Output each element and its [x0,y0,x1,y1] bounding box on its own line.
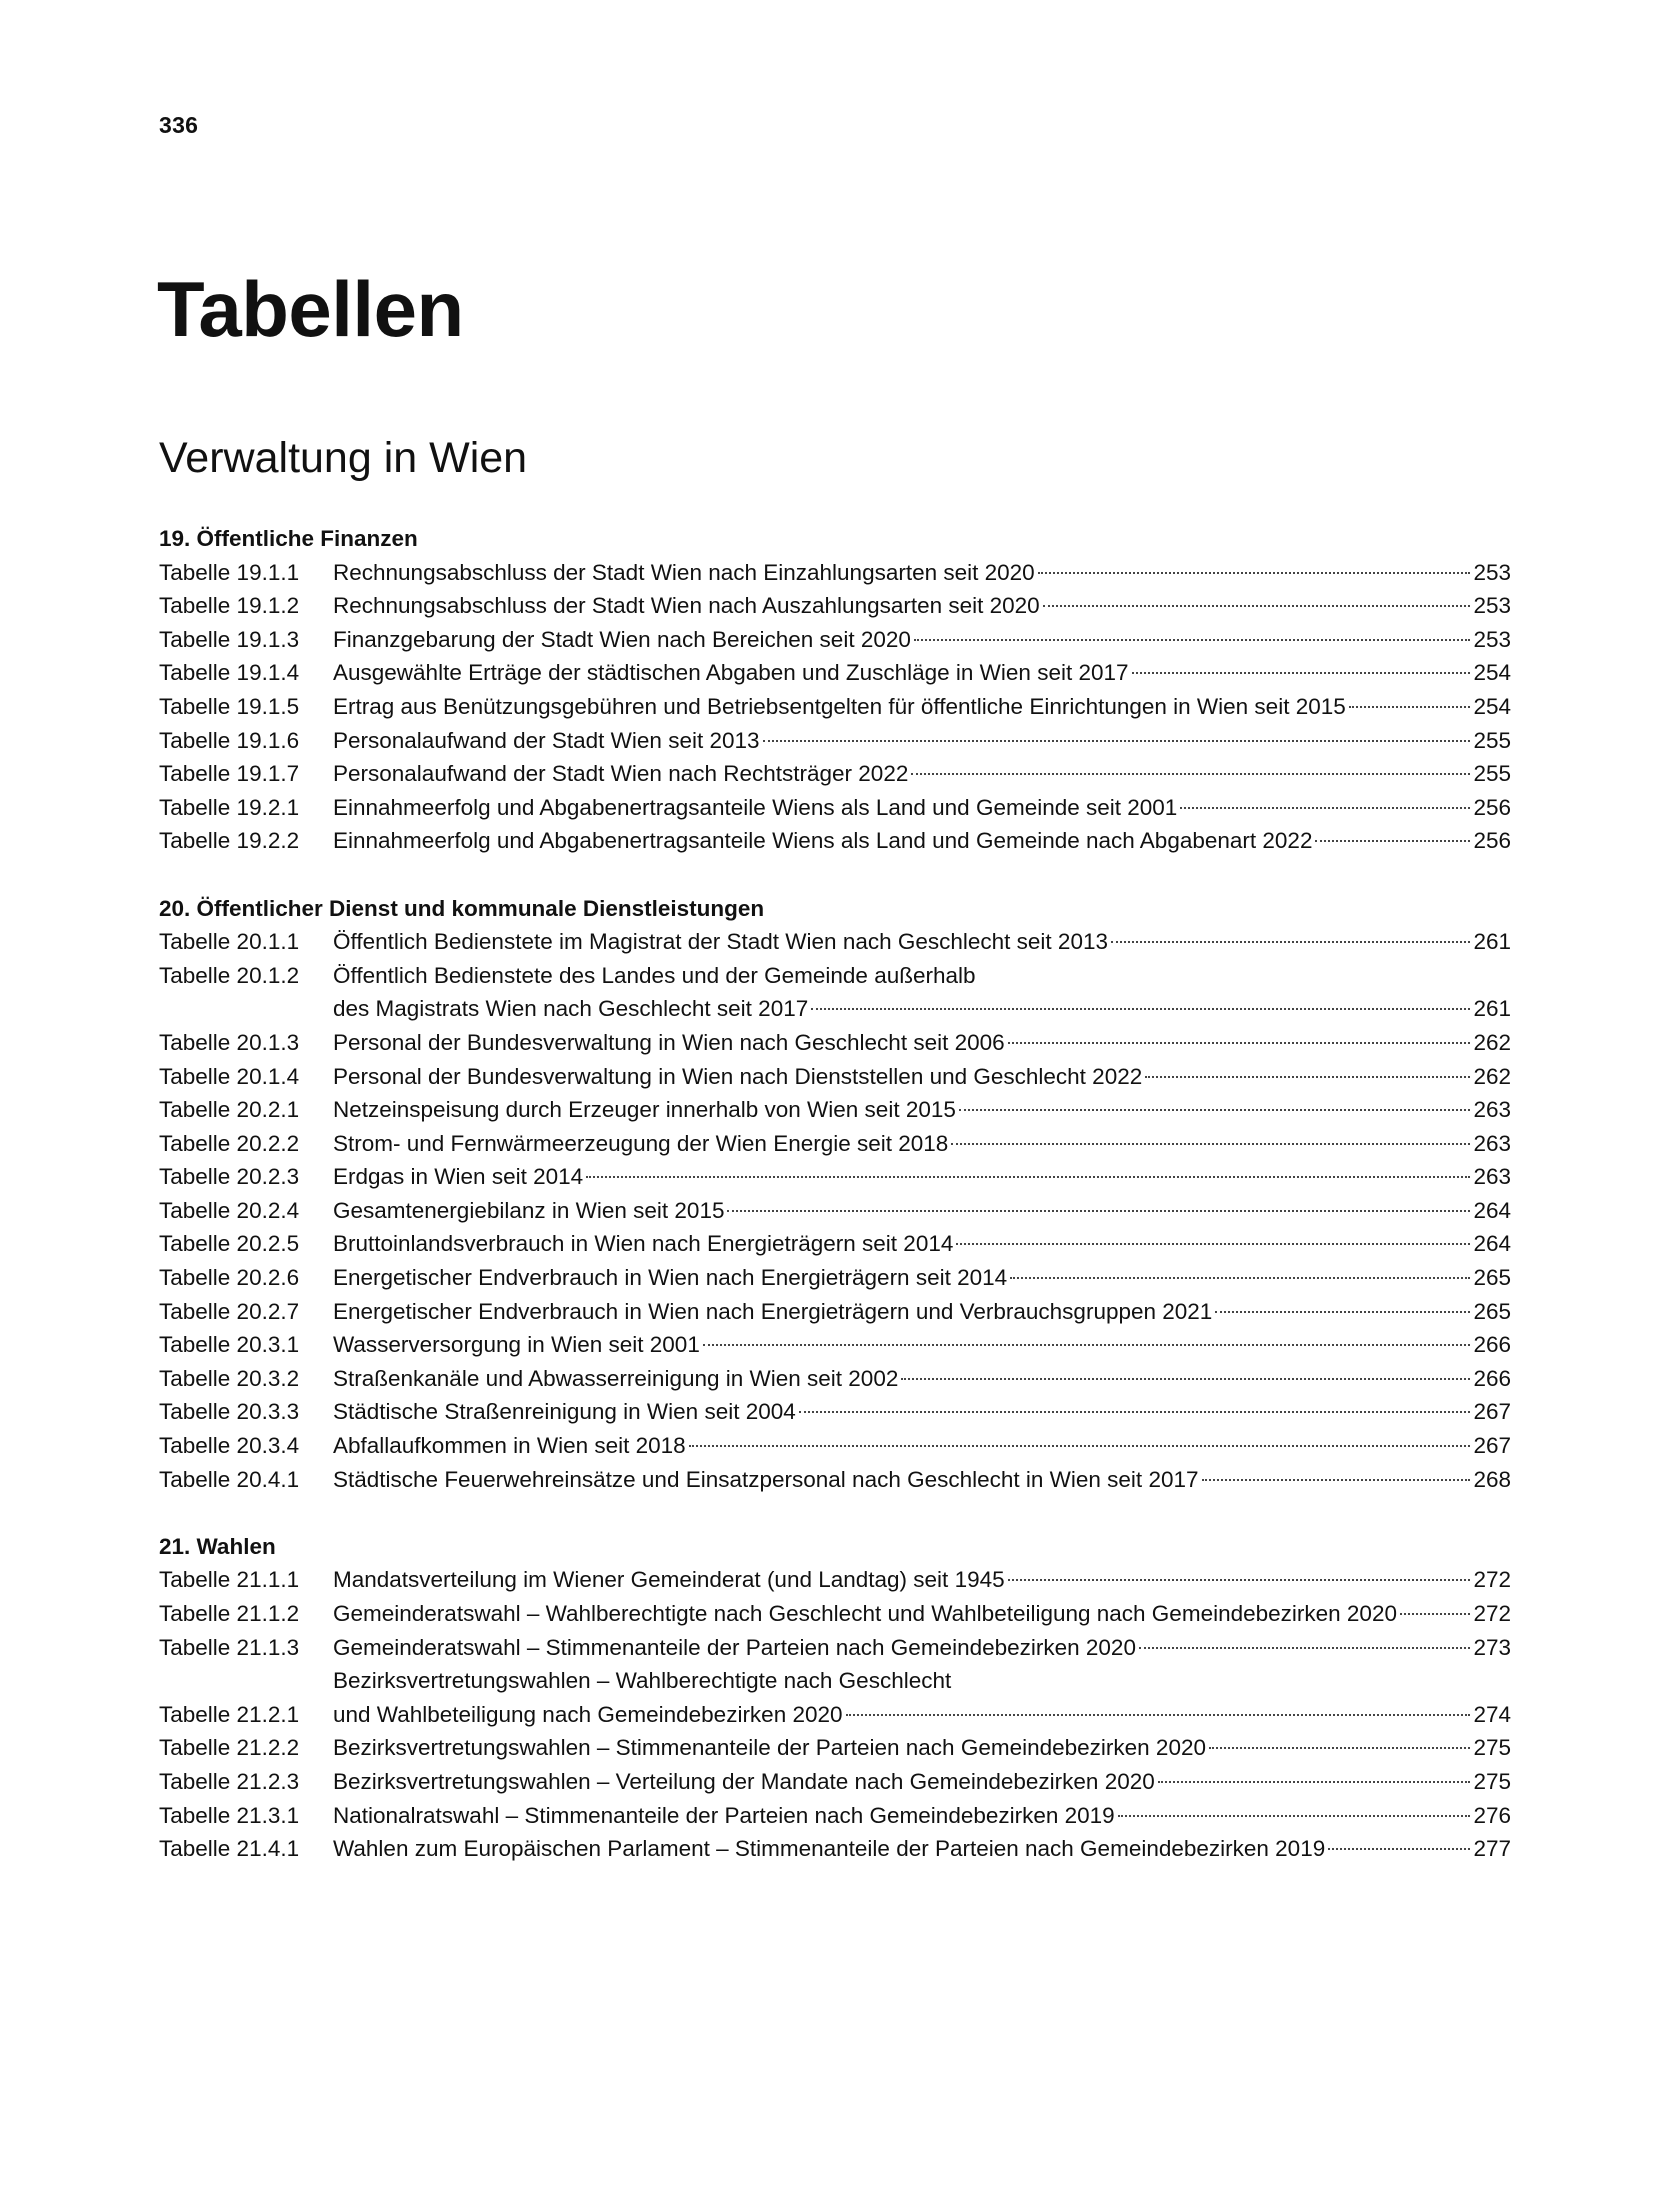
entry-page-number: 261 [1473,996,1511,1022]
section-heading: 21. Wahlen [159,1533,276,1559]
entry-title: Wasserversorgung in Wien seit 2001 [333,1332,700,1358]
entry-label: Tabelle 20.2.6 [159,1265,300,1291]
entry-page-number: 263 [1473,1164,1511,1190]
entry-title-line [333,1698,1511,1732]
entry-title: Städtische Feuerwehreinsätze und Einsatzpersonal nach Geschlecht in Wien seit 2017 [333,1466,1199,1492]
entry-title-line [333,1362,1511,1396]
dot-leader [1145,1076,1470,1078]
dot-leader [1038,572,1471,574]
toc-entry[interactable] [159,1295,1511,1329]
entry-label: Tabelle 20.3.2 [159,1365,300,1391]
entry-title-line [333,1093,1511,1127]
entry-page-number: 275 [1473,1768,1511,1794]
entry-title: Personalaufwand der Stadt Wien seit 2013 [333,727,760,753]
entry-body [333,1664,1511,1731]
entry-label: Tabelle 20.3.3 [159,1399,300,1425]
entry-body [333,1093,1511,1127]
entry-title-line [333,690,1511,724]
entry-title-line [333,1765,1511,1799]
entry-label: Tabelle 19.1.7 [159,761,300,787]
entry-body [333,623,1511,657]
dot-leader [956,1243,1470,1245]
entry-page-number: 262 [1473,1063,1511,1089]
entry-title-first-line: Bezirksvertretungswahlen – Wahlberechtigte nach Geschlecht [333,1668,952,1694]
entry-page-number: 275 [1473,1735,1511,1761]
entry-title: Bruttoinlandsverbrauch in Wien nach Energieträgern seit 2014 [333,1231,954,1257]
entry-page-number: 266 [1473,1365,1511,1391]
table-of-contents [159,522,1511,1899]
dot-leader [951,1143,1470,1145]
entry-title-line [333,1160,1511,1194]
entry-title: Netzeinspeisung durch Erzeuger innerhalb von Wien seit 2015 [333,1097,956,1123]
entry-page-number: 274 [1473,1701,1511,1727]
toc-entry[interactable] [159,1227,1511,1261]
toc-entry[interactable] [159,757,1511,791]
section-heading: 19. Öffentliche Finanzen [159,526,418,551]
entry-body [333,959,1511,1026]
entry-label: Tabelle 21.2.3 [159,1768,300,1794]
entry-title: und Wahlbeteiligung nach Gemeindebezirken 2020 [333,1701,843,1727]
toc-entry[interactable] [159,556,1511,590]
entry-body [333,589,1511,623]
entry-label: Tabelle 20.1.3 [159,1029,300,1055]
dot-leader [703,1344,1471,1346]
entry-body [333,1799,1511,1833]
entry-label: Tabelle 20.2.1 [159,1097,300,1123]
entry-title-line [333,724,1511,758]
toc-entry[interactable] [159,623,1511,657]
entry-body [333,556,1511,590]
entry-label: Tabelle 20.2.4 [159,1197,300,1223]
entry-page-number: 266 [1473,1332,1511,1358]
entry-label: Tabelle 19.1.2 [159,593,300,619]
entry-title: Personal der Bundesverwaltung in Wien nach Dienststellen und Geschlecht 2022 [333,1063,1143,1089]
entry-body [333,1631,1511,1665]
entry-title: Bezirksvertretungswahlen – Stimmenanteile der Parteien nach Gemeindebezirken 2020 [333,1735,1206,1761]
entry-label: Tabelle 20.1.1 [159,929,300,955]
entry-label: Tabelle 20.2.5 [159,1231,300,1257]
entry-title-line [333,1227,1511,1261]
dot-leader [1315,840,1470,842]
entry-title: Rechnungsabschluss der Stadt Wien nach Auszahlungsarten seit 2020 [333,593,1040,619]
toc-entry[interactable] [159,1194,1511,1228]
entry-title: Energetischer Endverbrauch in Wien nach Energieträgern seit 2014 [333,1265,1008,1291]
entry-title-line [333,824,1511,858]
entry-page-number: 265 [1473,1265,1511,1291]
entry-title-line [333,992,1511,1026]
entry-page-number: 273 [1473,1634,1511,1660]
entry-page-number: 276 [1473,1802,1511,1828]
entry-body [333,1563,1511,1597]
entry-title: Personalaufwand der Stadt Wien nach Rechtsträger 2022 [333,761,909,787]
entry-page-number: 272 [1473,1567,1511,1593]
dot-leader [586,1176,1470,1178]
toc-entry[interactable] [159,1093,1511,1127]
entry-title: Gemeinderatswahl – Stimmenanteile der Parteien nach Gemeindebezirken 2020 [333,1634,1136,1660]
entry-title: Finanzgebarung der Stadt Wien nach Bereichen seit 2020 [333,626,911,652]
entry-label: Tabelle 19.1.3 [159,626,300,652]
entry-title-line [333,1563,1511,1597]
dot-leader [1008,1579,1471,1581]
entry-title-line [333,589,1511,623]
entry-title: Bezirksvertretungswahlen – Verteilung der Mandate nach Gemeindebezirken 2020 [333,1768,1155,1794]
entry-label: Tabelle 21.4.1 [159,1836,300,1862]
dot-leader [1180,807,1470,809]
entry-body [333,656,1511,690]
toc-entry[interactable] [159,589,1511,623]
toc-entry[interactable] [159,1765,1511,1799]
toc-entry[interactable] [159,1731,1511,1765]
entry-page-number: 255 [1473,727,1511,753]
entry-body [333,1227,1511,1261]
entry-title-line [333,1261,1511,1295]
entry-title-line [333,1731,1511,1765]
entry-title-line [333,1127,1511,1161]
toc-section [159,892,1511,1497]
entry-label: Tabelle 21.1.2 [159,1601,300,1626]
entry-label: Tabelle 21.1.1 [159,1567,300,1593]
dot-leader [1349,706,1471,708]
dot-leader [1008,1042,1471,1044]
entry-body [333,1731,1511,1765]
toc-entry[interactable] [159,1832,1511,1866]
entry-page-number: 272 [1473,1601,1511,1626]
entry-body [333,724,1511,758]
dot-leader [1215,1311,1470,1313]
toc-entry[interactable] [159,1799,1511,1833]
entry-page-number: 267 [1473,1399,1511,1425]
entry-label: Tabelle 21.2.2 [159,1735,300,1761]
entry-title-line [333,656,1511,690]
entry-label: Tabelle 19.1.4 [159,660,300,686]
entry-label: Tabelle 20.1.2 [159,962,300,988]
entry-label: Tabelle 20.1.4 [159,1063,300,1089]
entry-body [333,1362,1511,1396]
dot-leader [1209,1747,1470,1749]
entry-body [333,1328,1511,1362]
entry-page-number: 265 [1473,1298,1511,1324]
toc-section [159,1530,1511,1866]
dot-leader [1111,941,1470,943]
entry-body [333,1060,1511,1094]
entry-label: Tabelle 21.3.1 [159,1802,300,1828]
entry-title: Nationalratswahl – Stimmenanteile der Parteien nach Gemeindebezirken 2019 [333,1802,1115,1828]
entry-title-line [333,623,1511,657]
entry-title-line [333,1597,1511,1631]
entry-title: Rechnungsabschluss der Stadt Wien nach Einzahlungsarten seit 2020 [333,559,1035,585]
entry-body [333,1026,1511,1060]
entry-body [333,1127,1511,1161]
entry-label: Tabelle 20.3.4 [159,1433,300,1459]
entry-title: Wahlen zum Europäischen Parlament – Stimmenanteile der Parteien nach Gemeindebezirken 2019 [333,1836,1326,1862]
entry-label: Tabelle 19.1.6 [159,727,300,753]
entry-title: Ausgewählte Erträge der städtischen Abgaben und Zuschläge in Wien seit 2017 [333,660,1129,686]
entry-body [333,824,1511,858]
dot-leader [811,1008,1470,1010]
entry-label: Tabelle 19.2.1 [159,794,300,820]
entry-page-number: 268 [1473,1466,1511,1492]
entry-body [333,1395,1511,1429]
entry-title-line [333,757,1511,791]
entry-label: Tabelle 19.1.5 [159,693,300,719]
toc-entry[interactable] [159,1563,1511,1597]
toc-section [159,522,1511,858]
entry-label: Tabelle 20.2.7 [159,1298,300,1324]
entry-page-number: 256 [1473,828,1511,854]
entry-label: Tabelle 19.2.2 [159,828,300,854]
dot-leader [727,1210,1470,1212]
entry-title: Straßenkanäle und Abwasserreinigung in Wien seit 2002 [333,1365,899,1391]
entry-title: Einnahmeerfolg und Abgabenertragsanteile Wiens als Land und Gemeinde nach Abgabenart 2022 [333,828,1313,854]
entry-page-number: 263 [1473,1130,1511,1156]
toc-entry[interactable] [159,925,1511,959]
entry-label: Tabelle 21.2.1 [159,1701,300,1727]
entry-body [333,1160,1511,1194]
entry-title-line [333,1631,1511,1665]
toc-entry[interactable] [159,656,1511,690]
entry-page-number: 253 [1473,593,1511,619]
dot-leader [763,740,1471,742]
toc-entry[interactable] [159,1429,1511,1463]
entry-title-line [333,1194,1511,1228]
dot-leader [1139,1647,1470,1649]
entry-page-number: 253 [1473,626,1511,652]
section-heading: 20. Öffentlicher Dienst und kommunale Dienstleistungen [159,895,765,921]
entry-page-number: 267 [1473,1433,1511,1459]
toc-entry[interactable] [159,1328,1511,1362]
entry-title-line [333,925,1511,959]
entry-title: Strom- und Fernwärmeerzeugung der Wien Energie seit 2018 [333,1130,949,1156]
entry-body [333,791,1511,825]
entry-label: Tabelle 20.3.1 [159,1332,300,1358]
entry-title-line [333,1395,1511,1429]
toc-entry[interactable] [159,724,1511,758]
entry-title-line [333,1429,1511,1463]
entry-title: Erdgas in Wien seit 2014 [333,1164,584,1190]
entry-page-number: 262 [1473,1029,1511,1055]
entry-label: Tabelle 21.1.3 [159,1634,300,1660]
entry-title: Einnahmeerfolg und Abgabenertragsanteile Wiens als Land und Gemeinde seit 2001 [333,794,1178,820]
dot-leader [1043,605,1471,607]
entry-body [333,1295,1511,1329]
entry-body [333,1463,1511,1497]
entry-title: Abfallaufkommen in Wien seit 2018 [333,1433,686,1459]
entry-title-line [333,1328,1511,1362]
entry-title-line [333,1026,1511,1060]
entry-title: Energetischer Endverbrauch in Wien nach Energieträgern und Verbrauchsgruppen 2021 [333,1298,1213,1324]
entry-label: Tabelle 20.2.3 [159,1164,300,1190]
dot-leader [846,1714,1471,1716]
toc-entry[interactable] [159,1160,1511,1194]
entry-title: Ertrag aus Benützungsgebühren und Betriebsentgelten für öffentliche Einrichtungen in Wien seit 2015 [333,693,1346,719]
page-number: 336 [159,112,199,138]
entry-body [333,690,1511,724]
entry-body [333,1832,1511,1866]
entry-title: Personal der Bundesverwaltung in Wien nach Geschlecht seit 2006 [333,1029,1005,1055]
dot-leader [1328,1848,1470,1850]
entry-page-number: 263 [1473,1097,1511,1123]
dot-leader [901,1378,1470,1380]
entry-title-line [333,1295,1511,1329]
entry-page-number: 254 [1473,660,1511,686]
entry-title-line [333,1463,1511,1497]
entry-title-line [333,1799,1511,1833]
entry-title-first-line: Öffentlich Bedienstete des Landes und der Gemeinde außerhalb [333,962,976,988]
toc-entry[interactable] [159,1127,1511,1161]
entry-page-number: 277 [1473,1836,1511,1862]
entry-title: des Magistrats Wien nach Geschlecht seit 2017 [333,996,809,1022]
entry-label: Tabelle 19.1.1 [159,559,300,585]
toc-entry[interactable] [159,824,1511,858]
entry-body [333,757,1511,791]
entry-page-number: 255 [1473,761,1511,787]
entry-body [333,1429,1511,1463]
dot-leader [1118,1815,1471,1817]
page-title: Tabellen [157,265,464,353]
toc-entry[interactable] [159,1362,1511,1396]
toc-entry[interactable] [159,959,1511,1026]
toc-entry[interactable] [159,1395,1511,1429]
entry-title-line [333,1060,1511,1094]
entry-title: Gesamtenergiebilanz in Wien seit 2015 [333,1197,725,1223]
entry-title-line [333,791,1511,825]
entry-page-number: 254 [1473,693,1511,719]
entry-page-number: 253 [1473,559,1511,585]
entry-body [333,925,1511,959]
entry-title-line [333,1832,1511,1866]
dot-leader [799,1411,1471,1413]
entry-page-number: 261 [1473,929,1511,955]
toc-entry[interactable] [159,791,1511,825]
toc-entry[interactable] [159,1664,1511,1731]
entry-page-number: 256 [1473,794,1511,820]
toc-entry[interactable] [159,1261,1511,1295]
dot-leader [1400,1613,1470,1615]
entry-label: Tabelle 20.4.1 [159,1466,300,1492]
entry-title-line [333,556,1511,590]
entry-title: Öffentlich Bedienstete im Magistrat der Stadt Wien nach Geschlecht seit 2013 [333,929,1108,955]
entry-title: Gemeinderatswahl – Wahlberechtigte nach Geschlecht und Wahlbeteiligung nach Gemeindebezirken 2020 [333,1601,1397,1626]
dot-leader [911,773,1470,775]
toc-entry[interactable] [159,1060,1511,1094]
entry-page-number: 264 [1473,1231,1511,1257]
dot-leader [1010,1277,1470,1279]
toc-entry[interactable] [159,1597,1511,1631]
toc-entry[interactable] [159,1026,1511,1060]
entry-body [333,1194,1511,1228]
dot-leader [1158,1781,1471,1783]
entry-body [333,1597,1511,1631]
entry-body [333,1765,1511,1799]
toc-entry[interactable] [159,1631,1511,1665]
entry-title: Mandatsverteilung im Wiener Gemeinderat (und Landtag) seit 1945 [333,1567,1005,1593]
dot-leader [914,639,1471,641]
dot-leader [689,1445,1471,1447]
toc-entry[interactable] [159,690,1511,724]
page-subtitle: Verwaltung in Wien [159,434,528,482]
dot-leader [959,1109,1471,1111]
toc-entry[interactable] [159,1463,1511,1497]
entry-title: Städtische Straßenreinigung in Wien seit 2004 [333,1399,796,1425]
entry-body [333,1261,1511,1295]
entry-label: Tabelle 20.2.2 [159,1130,300,1156]
dot-leader [1202,1479,1471,1481]
dot-leader [1132,672,1471,674]
entry-page-number: 264 [1473,1197,1511,1223]
